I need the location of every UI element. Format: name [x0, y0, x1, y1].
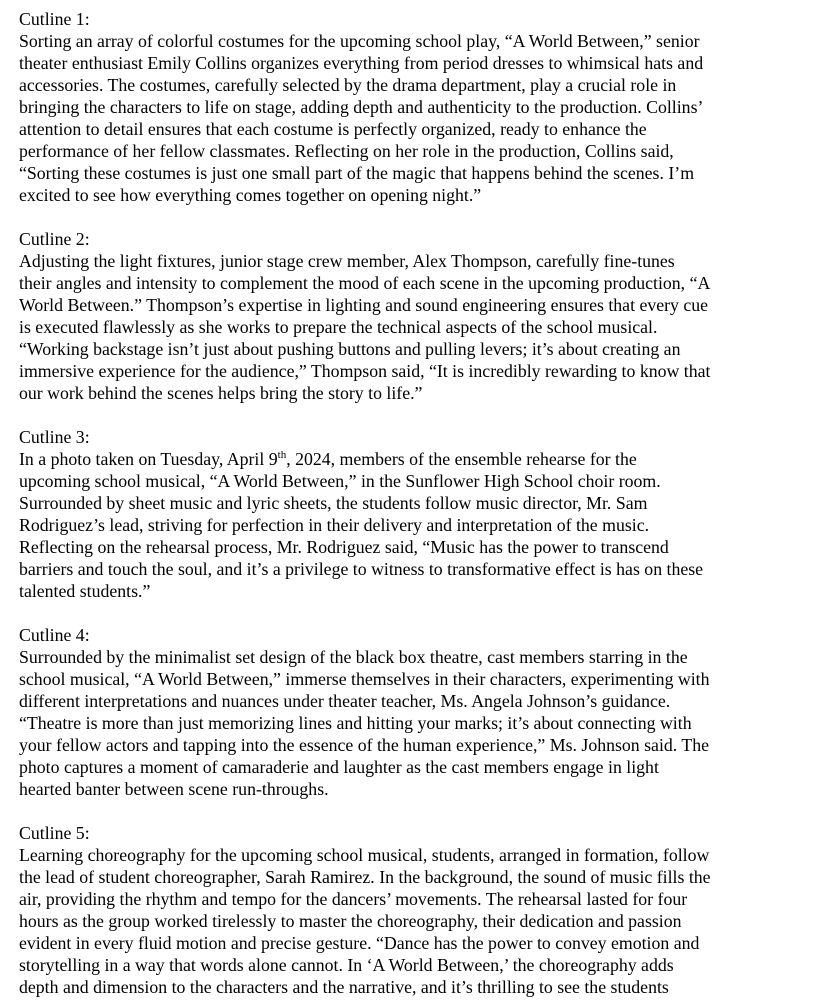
cutline-text-line: World Between.” Thompson’s expertise in lighting and sound engineering ensures that every cue: [19, 295, 709, 315]
cutline-text-line: theater enthusiast Emily Collins organizes everything from period dresses to whimsical hats and: [19, 53, 704, 73]
cutline-4: [19, 624, 830, 800]
cutline-text-line: different interpretations and nuances under theater teacher, Ms. Angela Johnson’s guidance.: [19, 691, 671, 711]
cutline-1: [19, 8, 830, 206]
cutline-text-line: your fellow actors and tapping into the essence of the human experience,” Ms. Johnson said. The: [19, 735, 709, 755]
cutline-text-line: their angles and intensity to complement the mood of each scene in the upcoming production, “A: [19, 273, 711, 293]
cutline-text-line: photo captures a moment of camaraderie and laughter as the cast members engage in light: [19, 757, 659, 777]
cutline-text-segment: , 2024, members of the ensemble rehearse for the: [286, 449, 637, 469]
cutline-5: [19, 822, 830, 998]
cutline-text-line: [19, 448, 830, 470]
cutline-text-line: “Working backstage isn’t just about pushing buttons and pulling levers; it’s about creating an: [19, 339, 681, 359]
cutline-text-line: evident in every fluid motion and precise gesture. “Dance has the power to convey emotion and: [19, 933, 700, 953]
cutline-text-line: immersive experience for the audience,” Thompson said, “It is incredibly rewarding to know that: [19, 361, 711, 381]
cutline-3: [19, 426, 830, 602]
cutline-2: [19, 228, 830, 404]
cutline-text-line: excited to see how everything comes together on opening night.”: [19, 185, 482, 205]
cutline-text-line: talented students.”: [19, 581, 151, 601]
cutline-text-line: our work behind the scenes helps bring the story to life.”: [19, 383, 423, 403]
cutline-text-line: Learning choreography for the upcoming school musical, students, arranged in formation, follow: [19, 845, 710, 865]
cutline-text-segment: In a photo taken on Tuesday, April 9: [19, 449, 278, 469]
cutline-title: Cutline 4:: [19, 625, 90, 645]
cutline-text-line: accessories. The costumes, carefully selected by the drama department, play a crucial role in: [19, 75, 677, 95]
cutline-title: Cutline 2:: [19, 229, 90, 249]
cutline-text-line: barriers and touch the soul, and it’s a privilege to witness to transformative effect is has on these: [19, 559, 704, 579]
cutline-text-line: hours as the group worked tirelessly to master the choreography, their dedication and passion: [19, 911, 682, 931]
cutline-text-line: “Sorting these costumes is just one small part of the magic that happens behind the scenes. I’m: [19, 163, 695, 183]
cutline-text-line: Surrounded by the minimalist set design of the black box theatre, cast members starring in the: [19, 647, 688, 667]
cutline-text-line: hearted banter between scene run-throughs.: [19, 779, 329, 799]
cutline-text-line: depth and dimension to the characters and the narrative, and it’s thrilling to see the students: [19, 977, 669, 997]
cutline-text-line: Rodriguez’s lead, striving for perfection in their delivery and interpretation of the music.: [19, 515, 650, 535]
cutline-text-line: performance of her fellow classmates. Reflecting on her role in the production, Collins said,: [19, 141, 674, 161]
cutline-text-line: the lead of student choreographer, Sarah Ramirez. In the background, the sound of music fills the: [19, 867, 711, 887]
cutline-text-line: Reflecting on the rehearsal process, Mr. Rodriguez said, “Music has the power to transcend: [19, 537, 669, 557]
cutline-text-line: bringing the characters to life on stage, adding depth and authenticity to the production. Collins’: [19, 97, 704, 117]
cutline-text-line: attention to detail ensures that each costume is perfectly organized, ready to enhance the: [19, 119, 647, 139]
cutline-text-line: Surrounded by sheet music and lyric sheets, the students follow music director, Mr. Sam: [19, 493, 648, 513]
cutline-text-line: Adjusting the light fixtures, junior stage crew member, Alex Thompson, carefully fine-tunes: [19, 251, 675, 271]
cutline-text-line: “Theatre is more than just memorizing lines and hitting your marks; it’s about connecting with: [19, 713, 692, 733]
cutline-title: Cutline 3:: [19, 427, 90, 447]
cutline-text-line: storytelling in a way that words alone cannot. In ‘A World Between,’ the choreography adds: [19, 955, 674, 975]
cutline-text-line: school musical, “A World Between,” immerse themselves in their characters, experimenting with: [19, 669, 710, 689]
cutline-text-line: air, providing the rhythm and tempo for the dancers’ movements. The rehearsal lasted for four: [19, 889, 688, 909]
cutline-text-line: Sorting an array of colorful costumes for the upcoming school play, “A World Between,” senior: [19, 31, 700, 51]
cutline-title: Cutline 1:: [19, 9, 90, 29]
cutline-text-line: upcoming school musical, “A World Between,” in the Sunflower High School choir room.: [19, 471, 661, 491]
ordinal-superscript: th: [277, 449, 287, 461]
cutline-text-line: is executed flawlessly as she works to prepare the technical aspects of the school musical.: [19, 317, 658, 337]
cutline-title: Cutline 5:: [19, 823, 90, 843]
